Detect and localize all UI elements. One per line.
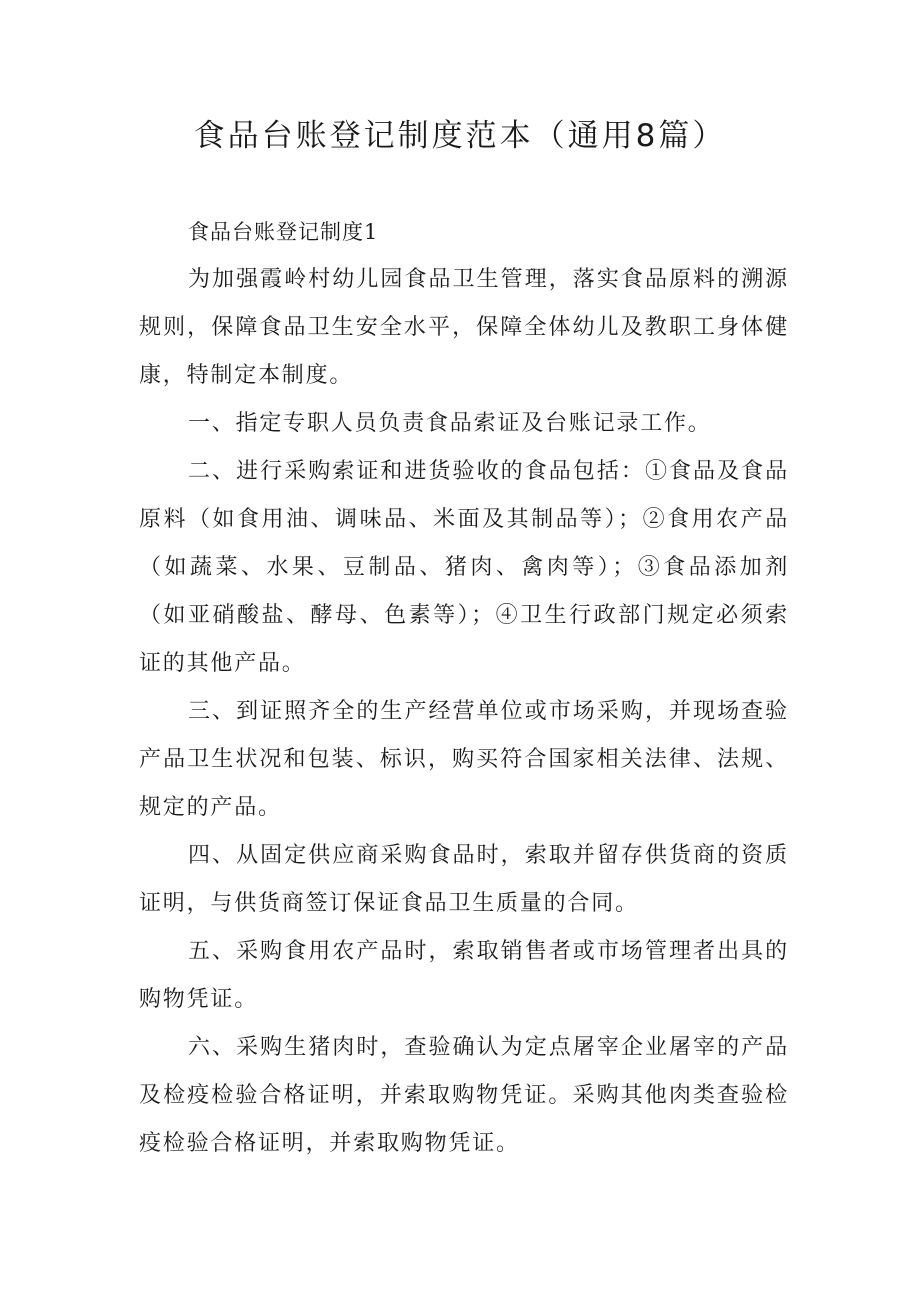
paragraph-item-3: 三、到证照齐全的生产经营单位或市场采购，并现场查验产品卫生状况和包装、标识，购买符合国家相关法律、法规、规定的产品。: [139, 699, 789, 820]
paragraph-item-5: 五、采购食用农产品时，索取销售者或市场管理者出具的购物凭证。: [139, 939, 789, 1012]
document-body: [139, 208, 789, 1168]
paragraph-item-6: 六、采购生猪肉时，查验确认为定点屠宰企业屠宰的产品及检疫检验合格证明，并索取购物凭证。采购其他肉类查验检疫检验合格证明，并索取购物凭证。: [139, 1035, 789, 1156]
paragraph-intro: 为加强霞岭村幼儿园食品卫生管理，落实食品原料的溯源规则，保障食品卫生安全水平，保障全体幼儿及教职工身体健康，特制定本制度。: [139, 267, 789, 388]
paragraph-item-2: 二、进行采购索证和进货验收的食品包括：①食品及食品原料（如食用油、调味品、米面及其制品等）；②食用农产品（如蔬菜、水果、豆制品、猪肉、禽肉等）；③食品添加剂（如亚硝酸盐、酵母、色素等）；④卫生行政部门规定必须索证的其他产品。: [139, 459, 789, 676]
document-title: 食品台账登记制度范本（通用8篇）: [193, 118, 727, 154]
paragraph-item-1: 一、指定专职人员负责食品索证及台账记录工作。: [188, 411, 712, 436]
paragraph-item-4: 四、从固定供应商采购食品时，索取并留存供货商的资质证明，与供货商签订保证食品卫生质量的合同。: [139, 843, 789, 916]
section-heading: 食品台账登记制度1: [188, 220, 379, 244]
